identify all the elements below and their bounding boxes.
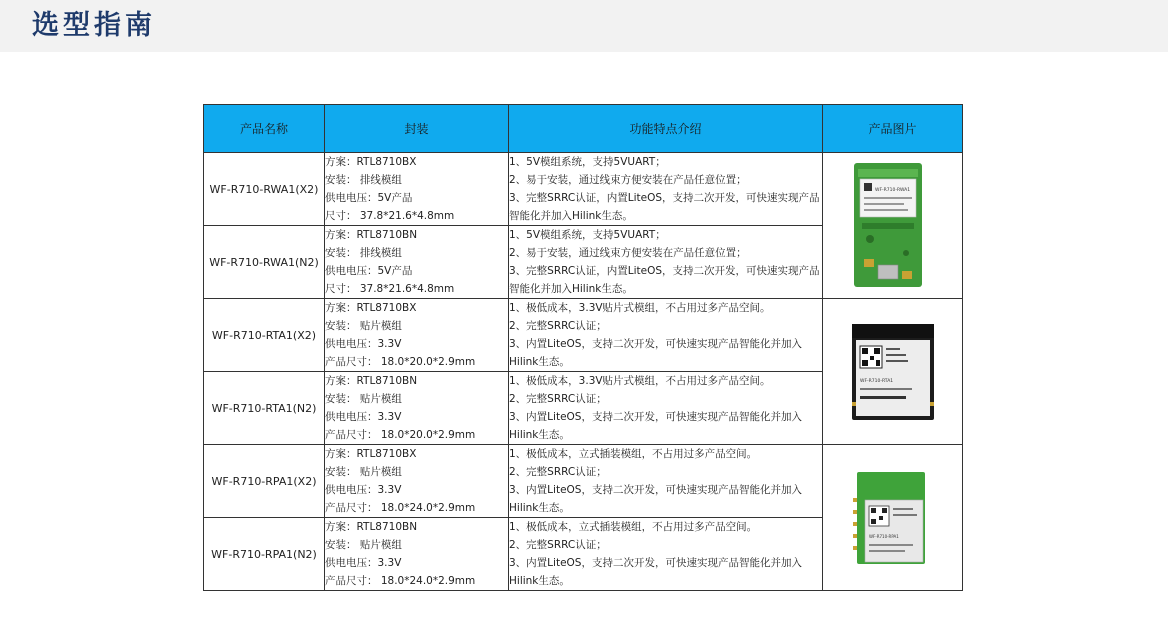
package-mount: 安装： 贴片模组 [325,466,402,478]
title-bar [0,0,1168,52]
product-image-cell [823,153,963,299]
feature-1: 1、极低成本，3.3V贴片式模组，不占用过多产品空间。 [509,375,771,387]
package-voltage: 供电电压：3.3V [325,338,402,350]
product-image-cell [823,299,963,445]
feature-2: 2、完整SRRC认证； [509,466,607,478]
feature-3: 3、内置LiteOS，支持二次开发，可快速实现产品智能化并加入Hilink生态。 [509,338,802,368]
feature-2: 2、易于安装，通过线束方便安装在产品任意位置； [509,174,747,186]
feature-3: 3、完整SRRC认证，内置LiteOS，支持二次开发，可快速实现产品智能化并加入Hilink生态。 [509,265,820,295]
package-size: 尺寸： 37.8*21.6*4.8mm [325,210,455,222]
package-size: 产品尺寸： 18.0*24.0*2.9mm [325,502,476,514]
features-cell [509,518,823,591]
package-cell [325,372,509,445]
feature-1: 1、极低成本，立式插装模组，不占用过多产品空间。 [509,521,758,533]
package-voltage: 供电电压：3.3V [325,484,402,496]
header-product-name: 产品名称 [204,105,325,153]
package-scheme: 方案：RTL8710BX [325,302,417,314]
feature-1: 1、5V模组系统，支持5VUART； [509,156,666,168]
rta1-module-image [848,322,938,422]
package-voltage: 供电电压：3.3V [325,411,402,423]
package-mount: 安装： 贴片模组 [325,320,402,332]
rpa1-label-text: WF-R710-RPA1 [868,533,899,539]
package-mount: 安装： 排线模组 [325,174,402,186]
product-image-cell [823,445,963,591]
features-cell [509,153,823,226]
table-row [204,153,963,226]
package-cell [325,226,509,299]
feature-2: 2、完整SRRC认证； [509,320,607,332]
product-name: WF-R710-RWA1(X2) [204,153,325,226]
feature-1: 1、极低成本，3.3V贴片式模组，不占用过多产品空间。 [509,302,771,314]
table-header-row [204,105,963,153]
feature-3: 3、内置LiteOS，支持二次开发，可快速实现产品智能化并加入Hilink生态。 [509,557,802,587]
header-package: 封装 [325,105,509,153]
package-size: 产品尺寸： 18.0*24.0*2.9mm [325,575,476,587]
feature-2: 2、完整SRRC认证； [509,393,607,405]
product-name: WF-R710-RPA1(X2) [204,445,325,518]
page-title: 选型指南 [32,10,156,41]
table-row [204,445,963,518]
selection-table [203,104,963,591]
package-cell [325,299,509,372]
features-cell [509,299,823,372]
package-size: 尺寸： 37.8*21.6*4.8mm [325,283,455,295]
package-voltage: 供电电压：5V产品 [325,192,413,204]
package-voltage: 供电电压：5V产品 [325,265,413,277]
product-name: WF-R710-RTA1(X2) [204,299,325,372]
feature-3: 3、内置LiteOS，支持二次开发，可快速实现产品智能化并加入Hilink生态。 [509,411,802,441]
package-mount: 安装： 排线模组 [325,247,402,259]
rwa1-module-image [848,161,938,291]
package-scheme: 方案：RTL8710BX [325,448,417,460]
rta1-label-text: WF-R710-RTA1 [859,378,893,384]
package-scheme: 方案：RTL8710BN [325,229,418,241]
package-mount: 安装： 贴片模组 [325,539,402,551]
table-row [204,299,963,372]
rwa1-label-text: WF-R710-RWA1 [874,187,910,193]
rpa1-module-image [853,470,933,566]
product-name: WF-R710-RTA1(N2) [204,372,325,445]
feature-1: 1、5V模组系统，支持5VUART； [509,229,666,241]
package-size: 产品尺寸： 18.0*20.0*2.9mm [325,429,476,441]
package-scheme: 方案：RTL8710BX [325,156,417,168]
package-cell [325,445,509,518]
features-cell [509,372,823,445]
features-cell [509,226,823,299]
package-size: 产品尺寸： 18.0*20.0*2.9mm [325,356,476,368]
feature-3: 3、内置LiteOS，支持二次开发，可快速实现产品智能化并加入Hilink生态。 [509,484,802,514]
package-mount: 安装： 贴片模组 [325,393,402,405]
package-voltage: 供电电压：3.3V [325,557,402,569]
feature-2: 2、完整SRRC认证； [509,539,607,551]
header-features: 功能特点介绍 [509,105,823,153]
feature-1: 1、极低成本，立式插装模组，不占用过多产品空间。 [509,448,758,460]
package-cell [325,153,509,226]
features-cell [509,445,823,518]
product-name: WF-R710-RWA1(N2) [204,226,325,299]
package-scheme: 方案：RTL8710BN [325,375,418,387]
package-cell [325,518,509,591]
feature-3: 3、完整SRRC认证，内置LiteOS，支持二次开发，可快速实现产品智能化并加入Hilink生态。 [509,192,820,222]
header-product-image: 产品图片 [823,105,963,153]
package-scheme: 方案：RTL8710BN [325,521,418,533]
feature-2: 2、易于安装，通过线束方便安装在产品任意位置； [509,247,747,259]
product-name: WF-R710-RPA1(N2) [204,518,325,591]
